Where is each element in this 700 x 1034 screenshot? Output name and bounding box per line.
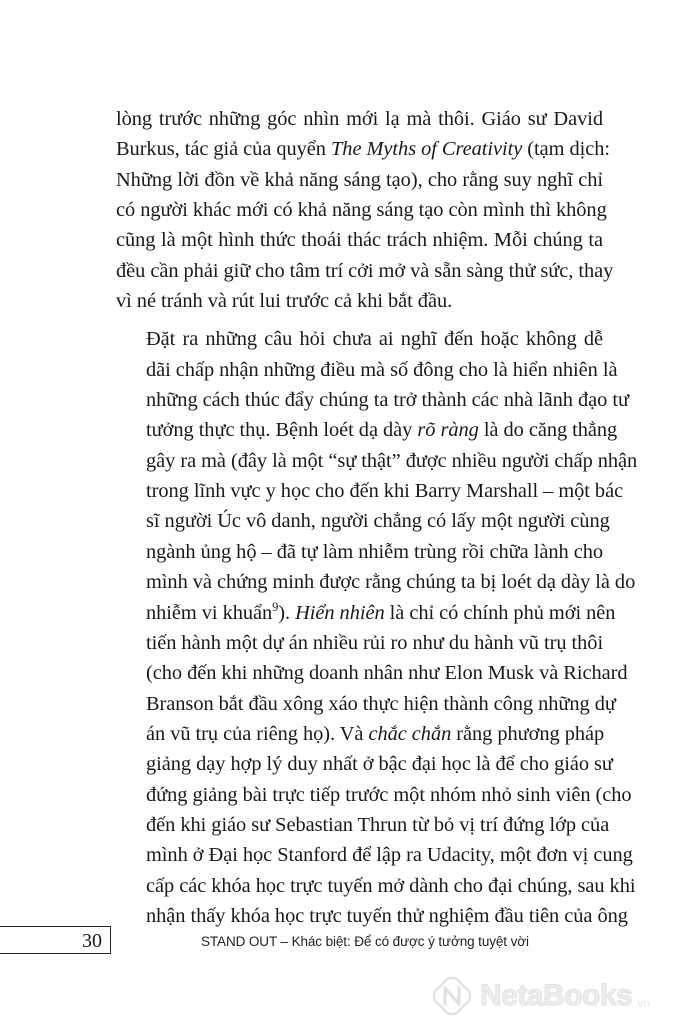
text-line: nhiễm vi khuẩn$^9$). Hiển nhiên là chỉ có chính phủ mới nên	[146, 599, 616, 624]
text-line: nhận thấy khóa học trực tuyến thử nghiệm đầu tiên của ông	[146, 904, 628, 927]
text-line: những cách thúc đẩy chúng ta trở thành các nhà lãnh đạo tư	[146, 389, 629, 412]
page-number: 30	[82, 930, 102, 952]
watermark	[430, 966, 650, 1026]
emphasis: chắc chắn	[368, 722, 452, 745]
text-line: đến khi giáo sư Sebastian Thrun từ bỏ vị trí đứng lớp của	[146, 813, 610, 836]
text-line: dãi chấp nhận những điều mà số đông cho là hiển nhiên là	[146, 358, 618, 381]
text-line: mình và chứng minh được rằng chúng ta bị loét dạ dày là do	[146, 571, 636, 594]
paragraph-2	[116, 324, 638, 931]
text-line: Đặt ra những câu hỏi chưa ai nghĩ đến hoặc không dễ	[146, 328, 603, 351]
text-line: cấp các khóa học trực tuyến mở dành cho đại chúng, sau khi	[146, 874, 636, 897]
watermark-brand: NetaBooks	[480, 979, 633, 1012]
text-line: trong lĩnh vực y học cho đến khi Barry Marshall – một bác	[146, 480, 624, 503]
paragraph-1	[116, 104, 614, 316]
text-line: đều cần phải giữ cho tâm trí cởi mở và sẵn sàng thử sức, thay	[116, 259, 614, 282]
emphasis: rõ ràng	[417, 419, 479, 442]
text-line: án vũ trụ của riêng họ). Và chắc chắn rằng phương pháp	[146, 722, 605, 745]
emphasis: Hiển nhiên	[295, 601, 385, 624]
text-line: ngành ủng hộ – đã tự làm nhiễm trùng rồi chữa lành cho	[146, 540, 603, 563]
text-line: Những lời đồn về khả năng sáng tạo), cho rằng suy nghĩ chỉ	[116, 168, 603, 191]
footnote-marker: 9	[272, 599, 279, 614]
text-line: sĩ người Úc vô danh, người chẳng có lấy một người cùng	[146, 510, 610, 533]
text-line: mình ở Đại học Stanford để lập ra Udacity, một đơn vị cung	[146, 844, 633, 867]
text-line: đứng giảng bài trực tiếp trước một nhóm nhỏ sinh viên (cho	[146, 783, 632, 806]
text-line: lòng trước những góc nhìn mới lạ mà thôi. Giáo sư David	[116, 108, 603, 130]
text-line: (cho đến khi những doanh nhân như Elon Musk và Richard	[146, 662, 628, 685]
text-line: vì né tránh và rút lui trước cả khi bắt đầu.	[116, 290, 453, 313]
watermark-tld: .vn	[634, 996, 651, 1010]
book-title: The Myths of Creativity	[331, 138, 523, 161]
text-line: gây ra mà (đây là một “sự thật” được nhiều người chấp nhận	[146, 449, 638, 472]
text-line: Branson bắt đầu xông xáo thực hiện thành công những dự	[146, 692, 616, 715]
text-line: tưởng thực thụ. Bệnh loét dạ dày rõ ràng là do căng thẳng	[146, 419, 618, 442]
text-line: Burkus, tác giả của quyển The Myths of Creativity (tạm dịch:	[116, 138, 611, 161]
text-line: tiến hành một dự án nhiều rủi ro như du hành vũ trụ thôi	[146, 631, 604, 654]
running-title: STAND OUT – Khác biệt: Để có được ý tưởng tuyệt vời	[201, 934, 529, 949]
body-text	[116, 104, 638, 939]
text-line: giảng dạy hợp lý duy nhất ở bậc đại học là để cho giáo sư	[146, 753, 613, 776]
text-line: cũng là một hình thức thoái thác trách nhiệm. Mỗi chúng ta	[116, 229, 603, 252]
netabooks-logo-icon	[430, 974, 474, 1018]
text-line: có người khác mới có khả năng sáng tạo còn mình thì không	[116, 199, 607, 222]
